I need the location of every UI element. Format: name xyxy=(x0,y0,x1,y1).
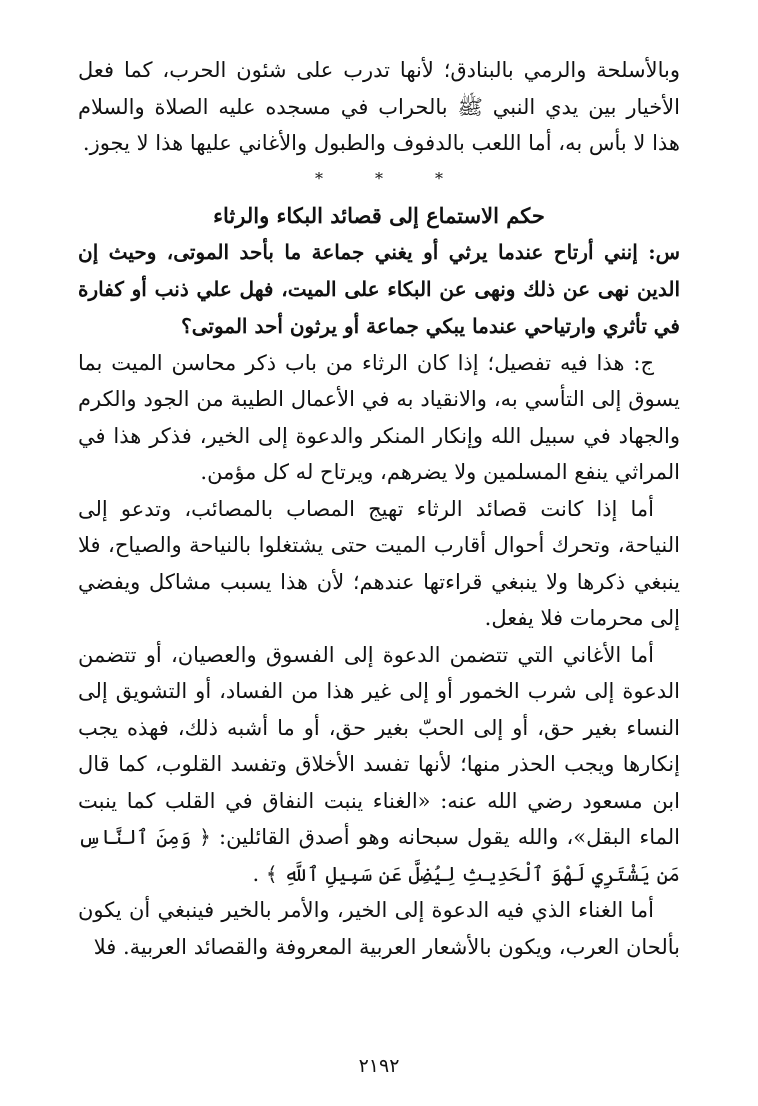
answer-paragraph-3-text: أما الأغاني التي تتضمن الدعوة إلى الفسوق والعصيان، أو تتضمن الدعوة إلى شرب الخمور أو إلى غير هذا من الفساد، أو التشويق إلى النساء بغير حق، أو إلى الحبّ بغير حق، أو ما أشبه ذلك، فهذه يجب إنكارها ويجب الحذر منها؛ لأنها تفسد الأخلاق وتفسد القلوب، كما قال ابن مسعود رضي الله عنه: «الغناء ينبت النفاق في القلب كما ينبت الماء البقل»، والله يقول سبحانه وهو أصدق القائلين: xyxy=(78,642,681,849)
answer-paragraph-3 xyxy=(78,637,680,893)
answer-paragraph-3-end: . xyxy=(252,861,260,886)
quran-verse: ﴿ وَمِنَ ٱلنَّاسِ مَن يَشْتَرِي لَهْوَ ٱلْحَدِيثِ لِيُضِلَّ عَن سَبِيلِ ٱللَّهِ ﴾ xyxy=(78,825,680,886)
page-number: ٢١٩٢ xyxy=(358,1055,400,1077)
answer-paragraph-4: أما الغناء الذي فيه الدعوة إلى الخير، والأمر بالخير فينبغي أن يكون بألحان العرب، ويكون بالأشعار العربية المعروفة والقصائد العربية. فلا xyxy=(78,898,680,959)
separator-star: * xyxy=(375,168,383,188)
answer-paragraph-1: ج: هذا فيه تفصيل؛ إذا كان الرثاء من باب ذكر محاسن الميت بما يسوق إلى التأسي به، والانقياد به في الأعمال الطيبة من الجود والكرم والجهاد في سبيل الله وإنكار المنكر والدعوة إلى الخير، فذكر هذا في المراثي ينفع المسلمين ولا يضرهم، ويرتاح له كل مؤمن. xyxy=(78,350,680,484)
intro-paragraph: وبالأسلحة والرمي بالبنادق؛ لأنها تدرب على شئون الحرب، كما فعل الأخيار بين يدي النبي ﷺ بالحراب في مسجده عليه الصلاة والسلام هذا لا بأس به، أما اللعب بالدفوف والطبول والأغاني عليها هذا لا يجوز. xyxy=(78,58,680,155)
separator-star: * xyxy=(435,168,443,188)
section-separator xyxy=(78,164,680,194)
answer-paragraph-2: أما إذا كانت قصائد الرثاء تهيج المصاب بالمصائب، وتدعو إلى النياحة، وتحرك أحوال أقارب الميت حتى يشتغلوا بالنياحة والصياح، فلا ينبغي ذكرها ولا ينبغي قراءتها عندهم؛ لأن هذا يسبب مشاكل ويفضي إلى محرمات فلا يفعل. xyxy=(78,496,680,630)
question-paragraph: س: إنني أرتاح عندما يرثي أو يغني جماعة ما بأحد الموتى، وحيث إن الدين نهى عن ذلك ونهى عن البكاء على الميت، فهل علي ذنب أو كفارة في تأثري وارتياحي عندما يبكي جماعة أو يرثون أحد الموتى؟ xyxy=(78,239,680,338)
section-title: حكم الاستماع إلى قصائد البكاء والرثاء xyxy=(213,202,545,228)
separator-star: * xyxy=(315,168,323,188)
